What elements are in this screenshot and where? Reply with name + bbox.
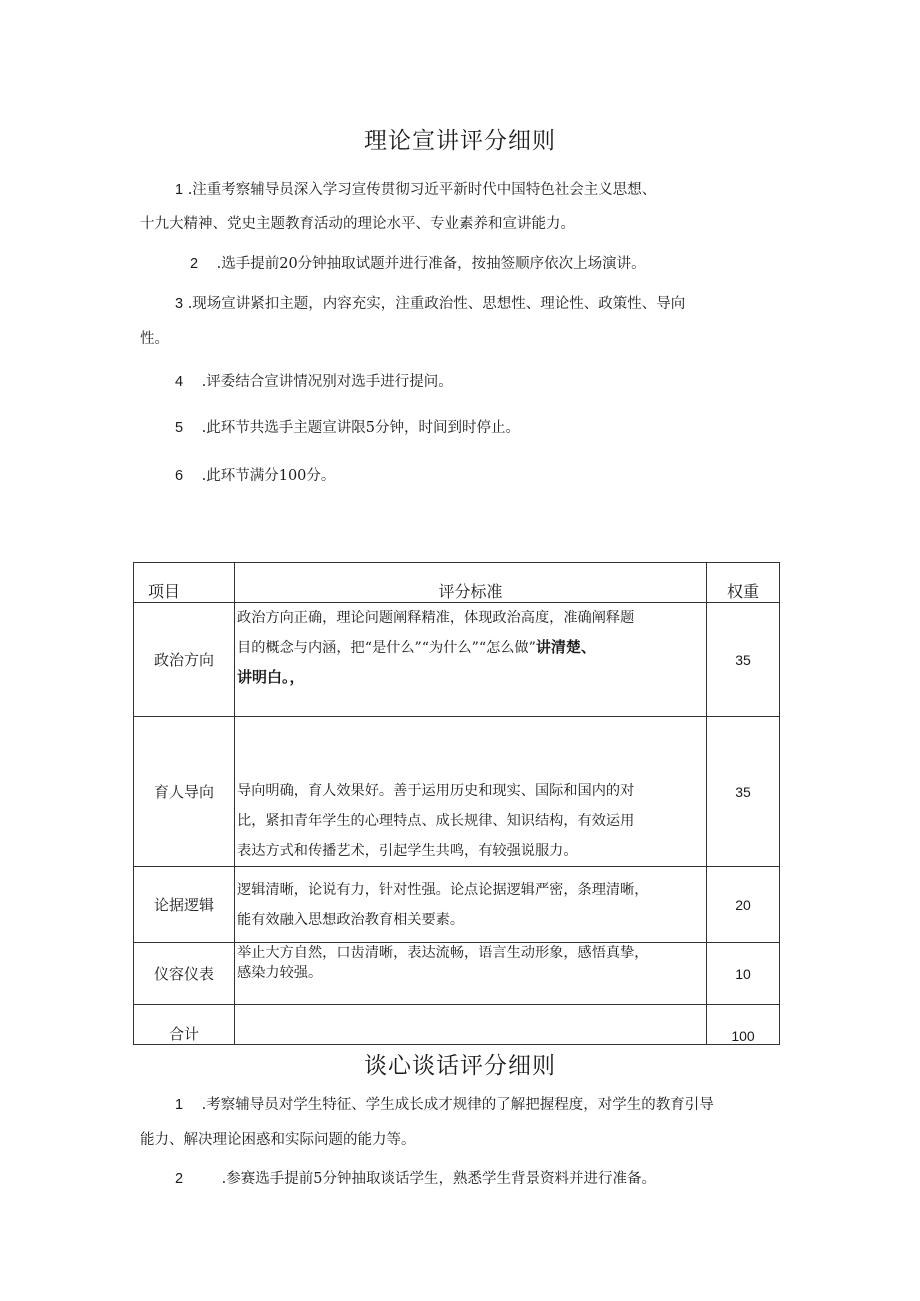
s1-item-1-num: 1 xyxy=(175,182,184,198)
s1-item-3-num: 3 xyxy=(175,296,184,312)
s1-item-5: 5 .此环节共选手主题宣讲限5分钟，时间到时停止。 xyxy=(175,411,520,445)
section1-title: 理论宣讲评分细则 xyxy=(364,128,556,154)
s1-item-4: 4 .评委结合宣讲情况别对选手进行提问。 xyxy=(175,365,453,399)
s2-item-1-num: 1 xyxy=(175,1097,184,1113)
s2-item-2-num: 2 xyxy=(175,1171,184,1187)
s1-item-6: 6 .此环节满分100分。 xyxy=(175,459,335,493)
scoring-table xyxy=(133,562,780,1045)
row-weight-political: 35 xyxy=(707,603,780,717)
s1-item-6-num: 6 xyxy=(175,468,184,484)
s1-item-3-line1: 3 .现场宣讲紧扣主题，内容充实，注重政治性、思想性、理论性、政策性、导向 xyxy=(175,287,685,321)
table-row xyxy=(134,943,780,1005)
row-item-political: 政治方向 xyxy=(134,603,235,717)
row-criteria-education: 导向明确，育人效果好。善于运用历史和现实、国际和国内的对 比，紧扣青年学生的心理特点、成长规律、知识结构，有效运用 表达方式和传播艺术，引起学生共鸣，有较强说服力。 xyxy=(235,717,707,867)
header-item: 项目 xyxy=(134,563,235,603)
row-item-appearance: 仪容仪表 xyxy=(134,943,235,1005)
s1-item-3-line2: 性。 xyxy=(140,331,169,347)
row-weight-logic: 20 xyxy=(707,867,780,943)
row-weight-appearance: 10 xyxy=(707,943,780,1005)
header-criteria: 评分标准 xyxy=(235,563,707,603)
row-item-logic: 论据逻辑 xyxy=(134,867,235,943)
row-item-education: 育人导向 xyxy=(134,717,235,867)
s1-item-1-line2: 十九大精神、党史主题教育活动的理论水平、专业素养和宣讲能力。 xyxy=(140,216,575,232)
row-criteria-logic: 逻辑清晰，论说有力，针对性强。论点论据逻辑严密，条理清晰， 能有效融入思想政治教育相关要素。 xyxy=(235,867,707,943)
s2-item-1-line2: 能力、解决理论困惑和实际问题的能力等。 xyxy=(140,1132,416,1148)
total-criteria-empty xyxy=(235,1005,707,1045)
s1-item-2: 2 .选手提前20分钟抽取试题并进行准备，按抽签顺序依次上场演讲。 xyxy=(190,247,646,281)
s1-item-5-num: 5 xyxy=(175,420,184,436)
row-criteria-political: 政治方向正确，理论问题阐释精准，体现政治高度，准确阐释题 目的概念与内涵，把“是什么”“为什么”“怎么做”讲清楚、 讲明白。， xyxy=(235,603,707,717)
s1-item-2-num: 2 xyxy=(190,256,199,272)
table-row xyxy=(134,717,780,867)
s1-item-4-num: 4 xyxy=(175,374,184,390)
total-value: 100 xyxy=(707,1005,780,1045)
table-row xyxy=(134,603,780,717)
s2-item-2: 2 .参赛选手提前5分钟抽取谈话学生，熟悉学生背景资料并进行准备。 xyxy=(175,1162,656,1196)
header-weight: 权重 xyxy=(707,563,780,603)
row-weight-education: 35 xyxy=(707,717,780,867)
total-label: 合计 xyxy=(134,1005,235,1045)
row-criteria-appearance: 举止大方自然，口齿清晰，表达流畅，语言生动形象，感悟真挚， 感染力较强。 xyxy=(235,943,707,1005)
s1-item-1-line1: 1 .注重考察辅导员深入学习宣传贯彻习近平新时代中国特色社会主义思想、 xyxy=(175,173,656,207)
table-header-row xyxy=(134,563,780,603)
table-total-row xyxy=(134,1005,780,1045)
table-row xyxy=(134,867,780,943)
section2-title: 谈心谈话评分细则 xyxy=(364,1053,556,1079)
s2-item-1-line1: 1 .考察辅导员对学生特征、学生成长成才规律的了解把握程度，对学生的教育引导 xyxy=(175,1088,714,1122)
